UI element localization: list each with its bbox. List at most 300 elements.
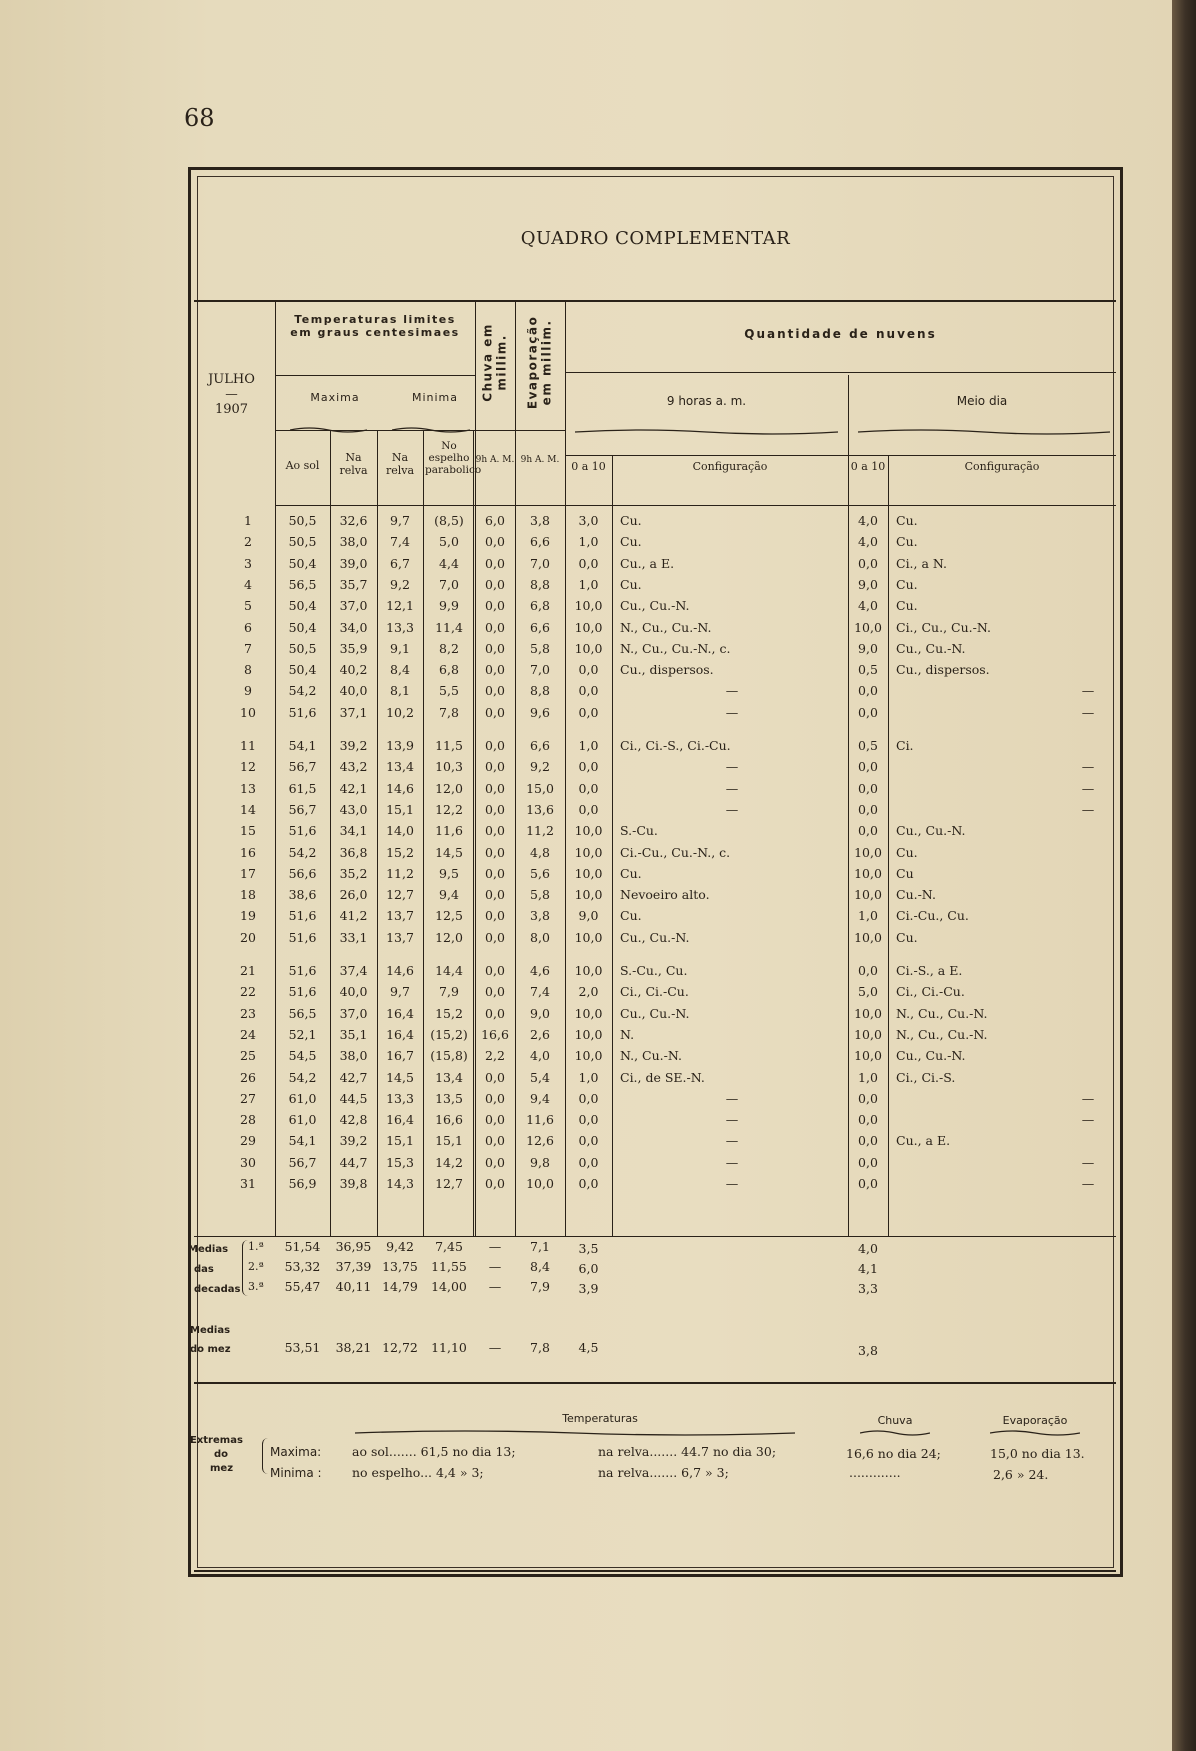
data-row-22-evaporacao: 7,4 [530, 984, 550, 1000]
data-row-24-ao-sol: 52,1 [288, 1026, 317, 1042]
data-row-9-day: 9 [244, 683, 252, 699]
data-row-27-config-meio-dia: — [1081, 1090, 1095, 1106]
data-row-24-config-9h: N. [620, 1026, 635, 1042]
data-row-22-nuvens-9h: 2,0 [578, 984, 599, 1000]
data-row-28-relva-max: 42,8 [339, 1112, 368, 1128]
data-row-3-relva-min: 6,7 [390, 555, 410, 571]
rule-horizontal [565, 372, 1116, 373]
extremas-max-sol: ao sol....... 61,5 no dia 13; [352, 1444, 516, 1459]
data-row-16-nuvens-meio-dia: 10,0 [854, 844, 882, 860]
data-row-22-relva-max: 40,0 [339, 984, 368, 1000]
data-row-10-relva-min: 10,2 [386, 704, 414, 720]
data-row-7-day: 7 [244, 640, 252, 656]
data-row-21-evaporacao: 4,6 [530, 963, 550, 978]
mez-evaporacao: 7,8 [530, 1340, 550, 1355]
data-row-25-nuvens-9h: 10,0 [574, 1048, 603, 1064]
data-row-29-relva-max: 39,2 [339, 1133, 368, 1149]
data-row-16-ao-sol: 54,2 [288, 844, 317, 860]
data-row-4-nuvens-meio-dia: 9,0 [858, 576, 878, 592]
header-evap-hour: 9h A. M. [520, 455, 560, 465]
data-row-3-day: 3 [244, 555, 252, 571]
data-row-8-nuvens-9h: 0,0 [578, 662, 599, 678]
data-row-21-espelho: 14,4 [435, 963, 463, 978]
mez-nuvens-9h: 4,5 [578, 1340, 599, 1355]
data-row-7-nuvens-meio-dia: 9,0 [858, 640, 878, 656]
decada-3-index: 3.ª [248, 1280, 264, 1293]
data-row-11-day: 11 [240, 738, 256, 753]
data-row-18-relva-min: 12,7 [386, 887, 414, 903]
data-row-9-config-9h: — [725, 683, 739, 699]
data-row-28-espelho: 16,6 [435, 1112, 463, 1128]
data-row-30-config-meio-dia: — [1081, 1154, 1095, 1170]
data-row-3-ao-sol: 50,4 [288, 555, 317, 571]
data-row-13-evaporacao: 15,0 [526, 780, 554, 796]
data-row-14-evaporacao: 13,6 [526, 801, 554, 817]
data-row-19-nuvens-meio-dia: 1,0 [858, 908, 878, 924]
decada-3-nuvens-9h: 3,9 [578, 1281, 599, 1296]
data-row-1-relva-max: 32,6 [339, 513, 368, 528]
data-row-8-day: 8 [244, 662, 252, 678]
data-row-7-evaporacao: 5,8 [530, 640, 550, 656]
decadas-label-1: das [194, 1264, 214, 1275]
data-row-16-espelho: 14,5 [435, 844, 463, 860]
data-row-14-day: 14 [240, 801, 256, 817]
data-row-7-relva-max: 35,9 [339, 640, 368, 656]
rule-horizontal [194, 1236, 1116, 1237]
brace-rule [355, 1429, 795, 1437]
data-row-8-config-9h: Cu., dispersos. [620, 662, 714, 678]
data-row-3-relva-max: 39,0 [339, 555, 368, 571]
data-row-15-espelho: 11,6 [435, 823, 463, 839]
data-row-27-ao-sol: 61,0 [288, 1090, 317, 1106]
data-row-1-nuvens-meio-dia: 4,0 [858, 513, 878, 528]
data-row-31-day: 31 [240, 1176, 256, 1191]
data-row-4-relva-max: 35,7 [339, 576, 368, 592]
decada-3-espelho: 14,00 [431, 1279, 467, 1294]
data-row-24-nuvens-meio-dia: 10,0 [854, 1026, 882, 1042]
data-row-10-nuvens-9h: 0,0 [578, 704, 599, 720]
data-row-28-nuvens-meio-dia: 0,0 [858, 1112, 878, 1128]
rule-horizontal [194, 1382, 1116, 1384]
decada-1-relva-min: 9,42 [386, 1239, 414, 1254]
data-row-15-config-meio-dia: Cu., Cu.-N. [896, 823, 966, 839]
data-row-18-nuvens-9h: 10,0 [574, 887, 603, 903]
data-row-31-config-9h: — [725, 1176, 739, 1191]
data-row-4-nuvens-9h: 1,0 [578, 576, 599, 592]
data-row-10-evaporacao: 9,6 [530, 704, 550, 720]
data-row-8-evaporacao: 7,0 [530, 662, 550, 678]
data-row-9-chuva: 0,0 [485, 683, 505, 699]
data-row-27-nuvens-meio-dia: 0,0 [858, 1090, 878, 1106]
header-minima: Minima [411, 391, 459, 404]
data-row-12-relva-min: 13,4 [386, 759, 414, 775]
extremas-min-evaporacao: 2,6 » 24. [993, 1467, 1049, 1482]
decada-3-relva-min: 14,79 [382, 1279, 418, 1294]
data-row-20-relva-min: 13,7 [386, 929, 414, 945]
data-row-20-evaporacao: 8,0 [530, 929, 550, 945]
brace-rule [290, 426, 367, 434]
data-row-14-chuva: 0,0 [485, 801, 505, 817]
mez-label-medias: Medias [190, 1325, 231, 1336]
header-escala-meio-dia: 0 a 10 [850, 460, 886, 473]
data-row-12-ao-sol: 56,7 [288, 759, 317, 775]
data-row-20-day: 20 [240, 929, 256, 945]
header-config-meio-dia: Configuração [964, 460, 1040, 473]
data-row-10-day: 10 [240, 704, 256, 720]
header-escala-9h: 0 a 10 [571, 460, 606, 473]
data-row-17-day: 17 [240, 865, 256, 881]
extremas-max-label: Maxima: [270, 1445, 322, 1459]
header-chuva: Chuva em millim. [480, 323, 509, 402]
decada-1-chuva: — [488, 1239, 502, 1254]
rule-horizontal [194, 1570, 1116, 1572]
data-row-18-nuvens-meio-dia: 10,0 [854, 887, 882, 903]
data-row-19-relva-max: 41,2 [339, 908, 368, 924]
data-row-10-relva-max: 37,1 [339, 704, 368, 720]
data-row-30-ao-sol: 56,7 [288, 1154, 317, 1170]
data-row-6-config-meio-dia: Ci., Cu., Cu.-N. [896, 619, 991, 635]
mez-relva-min: 12,72 [382, 1340, 418, 1355]
data-row-23-nuvens-9h: 10,0 [574, 1005, 603, 1021]
data-row-19-nuvens-9h: 9,0 [578, 908, 599, 924]
decada-3-relva-max: 40,11 [335, 1279, 372, 1294]
data-row-18-config-9h: Nevoeiro alto. [620, 887, 710, 903]
rule-vertical [888, 455, 889, 1236]
data-row-12-config-meio-dia: — [1081, 759, 1095, 775]
data-row-15-nuvens-meio-dia: 0,0 [858, 823, 878, 839]
rule-vertical [612, 455, 613, 1236]
data-row-20-config-9h: Cu., Cu.-N. [620, 929, 690, 945]
decada-3-nuvens-meio-dia: 3,3 [858, 1281, 878, 1296]
mez-nuvens-meio-dia: 3,8 [858, 1343, 878, 1358]
data-row-27-evaporacao: 9,4 [530, 1090, 550, 1106]
data-row-30-relva-max: 44,7 [339, 1154, 368, 1170]
data-row-25-config-meio-dia: Cu., Cu.-N. [896, 1048, 966, 1064]
mez-relva-max: 38,21 [335, 1340, 372, 1355]
data-row-17-config-meio-dia: Cu [896, 865, 914, 881]
data-row-13-espelho: 12,0 [435, 780, 463, 796]
data-row-7-ao-sol: 50,5 [288, 640, 317, 656]
data-row-18-config-meio-dia: Cu.-N. [896, 887, 936, 903]
data-row-3-evaporacao: 7,0 [530, 555, 550, 571]
extremas-label-1: do [214, 1449, 229, 1460]
header-na-relva-min: Na relva [385, 451, 415, 477]
data-row-31-relva-max: 39,8 [339, 1176, 368, 1191]
data-row-4-config-meio-dia: Cu. [896, 576, 918, 592]
decada-2-evaporacao: 8,4 [530, 1259, 550, 1274]
data-row-9-nuvens-9h: 0,0 [578, 683, 599, 699]
header-year: 1907 [214, 402, 249, 417]
decadas-label-0: Medias [188, 1244, 229, 1255]
decada-1-index: 1.ª [248, 1240, 264, 1253]
data-row-5-config-meio-dia: Cu. [896, 598, 918, 614]
data-row-26-day: 26 [240, 1069, 256, 1085]
data-row-1-nuvens-9h: 3,0 [578, 513, 599, 528]
extremas-head-chuva: Chuva [877, 1414, 913, 1427]
data-row-15-ao-sol: 51,6 [288, 823, 317, 839]
extremas-min-chuva: ............. [849, 1465, 901, 1480]
data-row-11-chuva: 0,0 [485, 738, 505, 753]
extremas-max-chuva: 16,6 no dia 24; [846, 1446, 941, 1461]
data-row-13-relva-max: 42,1 [339, 780, 368, 796]
data-row-1-ao-sol: 50,5 [288, 513, 317, 528]
data-row-10-ao-sol: 51,6 [288, 704, 317, 720]
data-row-7-config-meio-dia: Cu., Cu.-N. [896, 640, 966, 656]
data-row-17-nuvens-9h: 10,0 [574, 865, 603, 881]
data-row-31-chuva: 0,0 [485, 1176, 505, 1191]
data-row-23-evaporacao: 9,0 [530, 1005, 550, 1021]
decada-1-relva-max: 36,95 [335, 1239, 372, 1254]
data-row-19-ao-sol: 51,6 [288, 908, 317, 924]
rule-horizontal [275, 505, 1116, 506]
header-no-espelho: No espelho parabolico [425, 440, 482, 477]
data-row-2-evaporacao: 6,6 [530, 534, 550, 550]
data-row-27-day: 27 [240, 1090, 256, 1106]
data-row-14-nuvens-meio-dia: 0,0 [858, 801, 878, 817]
data-row-28-relva-min: 16,4 [386, 1112, 414, 1128]
data-row-26-chuva: 0,0 [485, 1069, 505, 1085]
decada-2-index: 2.ª [248, 1260, 264, 1273]
data-row-26-ao-sol: 54,2 [288, 1069, 317, 1085]
data-row-11-ao-sol: 54,1 [288, 738, 317, 753]
data-row-20-nuvens-meio-dia: 10,0 [854, 929, 882, 945]
extremas-min-relva: na relva....... 6,7 » 3; [598, 1465, 729, 1480]
data-row-27-espelho: 13,5 [435, 1090, 463, 1106]
data-row-2-espelho: 5,0 [439, 534, 459, 550]
header-config-9h: Configuração [692, 460, 768, 473]
data-row-10-config-9h: — [725, 704, 739, 720]
data-row-7-chuva: 0,0 [485, 640, 505, 656]
data-row-25-ao-sol: 54,5 [288, 1048, 317, 1064]
data-row-20-config-meio-dia: Cu. [896, 929, 918, 945]
data-row-4-ao-sol: 56,5 [288, 576, 317, 592]
data-row-11-nuvens-meio-dia: 0,5 [858, 738, 878, 753]
data-row-16-relva-min: 15,2 [386, 844, 414, 860]
data-row-5-ao-sol: 50,4 [288, 598, 317, 614]
data-row-24-config-meio-dia: N., Cu., Cu.-N. [896, 1026, 988, 1042]
data-row-29-config-9h: — [725, 1133, 739, 1149]
data-row-17-evaporacao: 5,6 [530, 865, 550, 881]
data-row-21-config-9h: S.-Cu., Cu. [620, 963, 688, 978]
data-row-1-config-meio-dia: Cu. [896, 513, 918, 528]
data-row-2-ao-sol: 50,5 [288, 534, 317, 550]
data-row-2-relva-max: 38,0 [339, 534, 368, 550]
data-row-29-evaporacao: 12,6 [526, 1133, 554, 1149]
data-row-22-relva-min: 9,7 [390, 984, 410, 1000]
data-row-22-config-9h: Ci., Ci.-Cu. [620, 984, 689, 1000]
data-row-11-relva-min: 13,9 [386, 738, 414, 753]
decada-2-espelho: 11,55 [431, 1259, 467, 1274]
data-row-6-relva-max: 34,0 [339, 619, 368, 635]
data-row-26-evaporacao: 5,4 [530, 1069, 550, 1085]
data-row-24-nuvens-9h: 10,0 [574, 1026, 603, 1042]
mez-label-do-mez: do mez [190, 1344, 231, 1355]
data-row-17-chuva: 0,0 [485, 865, 505, 881]
data-row-14-relva-min: 15,1 [386, 801, 414, 817]
data-row-5-evaporacao: 6,8 [530, 598, 550, 614]
data-row-21-chuva: 0,0 [485, 963, 505, 978]
data-row-18-day: 18 [240, 887, 256, 903]
data-row-7-nuvens-9h: 10,0 [574, 640, 603, 656]
data-row-29-chuva: 0,0 [485, 1133, 505, 1149]
mez-espelho: 11,10 [431, 1340, 467, 1355]
mez-chuva: — [488, 1340, 502, 1355]
data-row-22-nuvens-meio-dia: 5,0 [858, 984, 878, 1000]
data-row-5-day: 5 [244, 598, 252, 614]
data-row-31-nuvens-9h: 0,0 [578, 1176, 599, 1191]
data-row-13-ao-sol: 61,5 [288, 780, 317, 796]
data-row-30-config-9h: — [725, 1154, 739, 1170]
data-row-10-config-meio-dia: — [1081, 704, 1095, 720]
data-row-26-relva-max: 42,7 [339, 1069, 368, 1085]
data-row-8-ao-sol: 50,4 [288, 662, 317, 678]
data-row-11-espelho: 11,5 [435, 738, 463, 753]
extremas-label-0: Extremas [190, 1435, 243, 1446]
extremas-max-evaporacao: 15,0 no dia 13. [990, 1446, 1085, 1461]
rule-horizontal [194, 1574, 1116, 1575]
decada-1-evaporacao: 7,1 [530, 1239, 550, 1254]
extremas-label-2: mez [210, 1463, 234, 1474]
data-row-5-nuvens-meio-dia: 4,0 [858, 598, 878, 614]
data-row-8-relva-max: 40,2 [339, 662, 368, 678]
data-row-31-ao-sol: 56,9 [288, 1176, 317, 1191]
data-row-16-config-9h: Ci.-Cu., Cu.-N., c. [620, 844, 731, 860]
header-ao-sol: Ao sol [285, 459, 320, 472]
table-title: QUADRO COMPLEMENTAR [520, 228, 791, 249]
data-row-7-espelho: 8,2 [439, 640, 459, 656]
data-row-20-ao-sol: 51,6 [288, 929, 317, 945]
data-row-6-espelho: 11,4 [435, 619, 463, 635]
data-row-23-ao-sol: 56,5 [288, 1005, 317, 1021]
data-row-18-ao-sol: 38,6 [288, 887, 317, 903]
data-row-28-day: 28 [240, 1112, 256, 1128]
data-row-8-espelho: 6,8 [439, 662, 459, 678]
data-row-21-nuvens-meio-dia: 0,0 [858, 963, 878, 978]
data-row-1-chuva: 6,0 [485, 513, 505, 528]
data-row-28-chuva: 0,0 [485, 1112, 505, 1128]
data-row-8-relva-min: 8,4 [390, 662, 410, 678]
data-row-25-relva-min: 16,7 [386, 1048, 414, 1064]
data-row-6-nuvens-9h: 10,0 [574, 619, 603, 635]
data-row-13-chuva: 0,0 [485, 780, 505, 796]
data-row-3-config-meio-dia: Ci., a N. [896, 555, 948, 571]
data-row-2-chuva: 0,0 [485, 534, 505, 550]
rule-horizontal [194, 300, 1116, 302]
data-row-6-day: 6 [244, 619, 252, 635]
data-row-14-nuvens-9h: 0,0 [578, 801, 599, 817]
data-row-9-relva-max: 40,0 [339, 683, 368, 699]
data-row-17-espelho: 9,5 [439, 865, 459, 881]
data-row-13-config-meio-dia: — [1081, 780, 1095, 796]
data-row-24-espelho: (15,2) [430, 1026, 468, 1042]
data-row-29-config-meio-dia: Cu., a E. [896, 1133, 951, 1149]
header-month: JULHO [208, 372, 255, 387]
data-row-4-evaporacao: 8,8 [530, 576, 550, 592]
data-row-5-relva-max: 37,0 [339, 598, 368, 614]
data-row-27-nuvens-9h: 0,0 [578, 1090, 599, 1106]
data-row-18-chuva: 0,0 [485, 887, 505, 903]
data-row-6-config-9h: N., Cu., Cu.-N. [620, 619, 712, 635]
data-row-5-relva-min: 12,1 [386, 598, 414, 614]
data-row-17-config-9h: Cu. [620, 865, 642, 881]
brace-rule [575, 428, 838, 436]
data-row-19-config-meio-dia: Ci.-Cu., Cu. [896, 908, 969, 924]
data-row-16-day: 16 [240, 844, 256, 860]
data-row-19-day: 19 [240, 908, 256, 924]
data-row-31-evaporacao: 10,0 [526, 1176, 554, 1191]
data-row-19-chuva: 0,0 [485, 908, 505, 924]
data-row-28-evaporacao: 11,6 [526, 1112, 554, 1128]
data-row-3-nuvens-meio-dia: 0,0 [858, 555, 878, 571]
brace-rule [990, 1429, 1080, 1437]
data-row-22-espelho: 7,9 [439, 984, 459, 1000]
data-row-25-evaporacao: 4,0 [530, 1048, 550, 1064]
data-row-15-config-9h: S.-Cu. [620, 823, 658, 839]
data-row-22-ao-sol: 51,6 [288, 984, 317, 1000]
extremas-head-temperaturas: Temperaturas [562, 1412, 638, 1425]
data-row-1-evaporacao: 3,8 [530, 513, 550, 528]
data-row-30-relva-min: 15,3 [386, 1154, 414, 1170]
data-row-23-espelho: 15,2 [435, 1005, 463, 1021]
data-row-1-relva-min: 9,7 [390, 513, 410, 528]
data-row-8-config-meio-dia: Cu., dispersos. [896, 662, 990, 678]
data-row-15-relva-min: 14,0 [386, 823, 414, 839]
data-row-14-relva-max: 43,0 [339, 801, 368, 817]
data-row-12-espelho: 10,3 [435, 759, 463, 775]
data-row-12-chuva: 0,0 [485, 759, 505, 775]
data-row-23-config-9h: Cu., Cu.-N. [620, 1005, 690, 1021]
data-row-29-day: 29 [240, 1133, 256, 1149]
data-row-2-config-meio-dia: Cu. [896, 534, 918, 550]
data-row-24-evaporacao: 2,6 [530, 1026, 550, 1042]
data-row-14-config-meio-dia: — [1081, 801, 1095, 817]
data-row-2-config-9h: Cu. [620, 534, 642, 550]
data-row-25-chuva: 2,2 [485, 1048, 505, 1064]
data-row-24-relva-min: 16,4 [386, 1026, 414, 1042]
header-temperature-group: Temperaturas limites em graus centesimaes [290, 313, 460, 339]
data-row-26-nuvens-meio-dia: 1,0 [858, 1069, 878, 1085]
data-row-23-day: 23 [240, 1005, 256, 1021]
brace-rule [392, 426, 470, 434]
data-row-28-nuvens-9h: 0,0 [578, 1112, 599, 1128]
data-row-28-config-meio-dia: — [1081, 1112, 1095, 1128]
data-row-16-evaporacao: 4,8 [530, 844, 550, 860]
data-row-20-chuva: 0,0 [485, 929, 505, 945]
header-dash: — [225, 386, 238, 401]
header-chuva-hour: 9h A. M. [475, 455, 515, 465]
book-binding-edge [1172, 0, 1196, 1751]
data-row-23-nuvens-meio-dia: 10,0 [854, 1005, 882, 1021]
data-row-20-nuvens-9h: 10,0 [574, 929, 603, 945]
data-row-7-relva-min: 9,1 [390, 640, 410, 656]
data-row-9-relva-min: 8,1 [390, 683, 410, 699]
data-row-30-nuvens-9h: 0,0 [578, 1154, 599, 1170]
header-maxima: Maxima [310, 391, 360, 404]
data-row-2-nuvens-meio-dia: 4,0 [858, 534, 878, 550]
data-row-21-ao-sol: 51,6 [288, 963, 317, 978]
data-row-16-chuva: 0,0 [485, 844, 505, 860]
data-row-21-relva-min: 14,6 [386, 963, 414, 978]
decada-1-nuvens-9h: 3,5 [578, 1241, 599, 1256]
decadas-label-2: decadas [194, 1284, 241, 1295]
data-row-26-config-meio-dia: Ci., Ci.-S. [896, 1069, 956, 1085]
decada-3-ao-sol: 55,47 [284, 1279, 321, 1294]
data-row-9-ao-sol: 54,2 [288, 683, 317, 699]
data-row-3-chuva: 0,0 [485, 555, 505, 571]
data-row-31-nuvens-meio-dia: 0,0 [858, 1176, 878, 1191]
data-row-13-config-9h: — [725, 780, 739, 796]
data-row-13-nuvens-meio-dia: 0,0 [858, 780, 878, 796]
